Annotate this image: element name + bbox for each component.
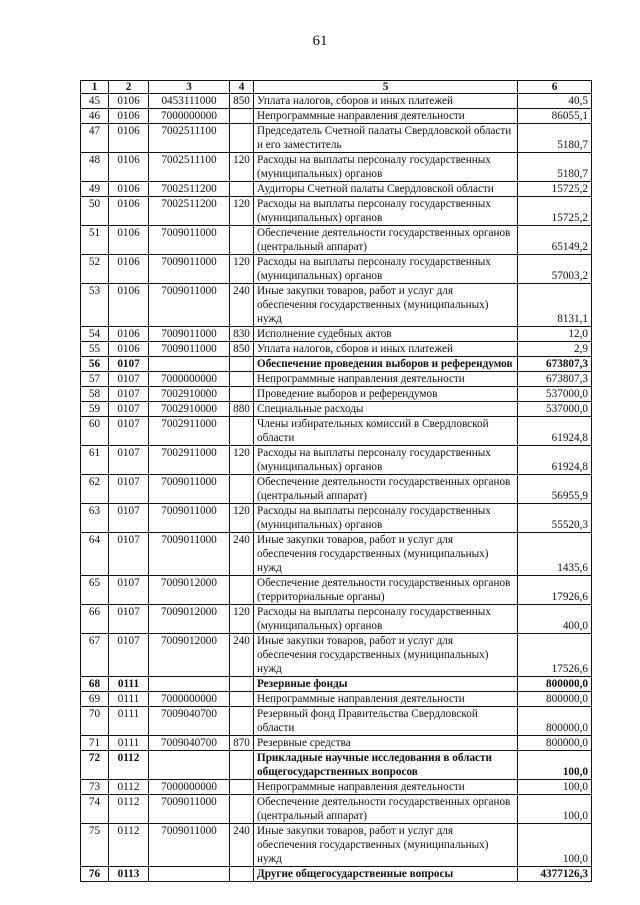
header-col-5: 5 xyxy=(254,81,518,94)
target-code: 7002911000 xyxy=(149,446,230,475)
target-code: 7009012000 xyxy=(149,605,230,634)
page-number: 61 xyxy=(312,33,328,49)
table-row xyxy=(81,677,592,692)
row-number: 60 xyxy=(81,417,109,446)
table-row xyxy=(81,357,592,372)
target-code: 7009011000 xyxy=(149,824,230,867)
expense-kind xyxy=(230,372,254,387)
section-code: 0107 xyxy=(109,417,149,446)
item-name: Уплата налогов, сборов и иных платежей xyxy=(254,94,518,109)
section-code: 0106 xyxy=(109,109,149,124)
row-number: 45 xyxy=(81,94,109,109)
table-row xyxy=(81,795,592,824)
row-number: 73 xyxy=(81,780,109,795)
row-number: 47 xyxy=(81,124,109,153)
item-name: Иные закупки товаров, работ и услуг для обеспечения государственных (муниципальных) нужд xyxy=(254,824,518,867)
amount: 537000,0 xyxy=(518,402,592,417)
table-row xyxy=(81,446,592,475)
row-number: 49 xyxy=(81,182,109,197)
table-row xyxy=(81,327,592,342)
row-number: 57 xyxy=(81,372,109,387)
amount: 15725,2 xyxy=(518,182,592,197)
target-code: 7009012000 xyxy=(149,576,230,605)
item-name: Непрограммные направления деятельности xyxy=(254,372,518,387)
table-row xyxy=(81,94,592,109)
expense-kind xyxy=(230,795,254,824)
row-number: 56 xyxy=(81,357,109,372)
table-row xyxy=(81,707,592,736)
target-code: 7002511100 xyxy=(149,124,230,153)
section-code: 0112 xyxy=(109,795,149,824)
item-name: Непрограммные направления деятельности xyxy=(254,692,518,707)
item-name: Иные закупки товаров, работ и услуг для обеспечения государственных (муниципальных) нужд xyxy=(254,634,518,677)
amount: 57003,2 xyxy=(518,255,592,284)
target-code xyxy=(149,677,230,692)
amount: 800000,0 xyxy=(518,707,592,736)
item-name: Исполнение судебных актов xyxy=(254,327,518,342)
item-name: Расходы на выплаты персоналу государственных (муниципальных) органов xyxy=(254,197,518,226)
item-name: Аудиторы Счетной палаты Свердловской области xyxy=(254,182,518,197)
row-number: 55 xyxy=(81,342,109,357)
amount: 5180,7 xyxy=(518,124,592,153)
table-row xyxy=(81,109,592,124)
target-code xyxy=(149,867,230,882)
row-number: 63 xyxy=(81,504,109,533)
expense-kind: 240 xyxy=(230,634,254,677)
row-number: 76 xyxy=(81,867,109,882)
section-code: 0112 xyxy=(109,780,149,795)
expense-kind: 880 xyxy=(230,402,254,417)
table-row xyxy=(81,372,592,387)
amount: 17526,6 xyxy=(518,634,592,677)
row-number: 51 xyxy=(81,226,109,255)
amount: 5180,7 xyxy=(518,153,592,182)
row-number: 53 xyxy=(81,284,109,327)
expense-kind: 240 xyxy=(230,284,254,327)
row-number: 61 xyxy=(81,446,109,475)
target-code: 7000000000 xyxy=(149,780,230,795)
item-name: Специальные расходы xyxy=(254,402,518,417)
table-row xyxy=(81,284,592,327)
row-number: 68 xyxy=(81,677,109,692)
section-code: 0107 xyxy=(109,576,149,605)
amount: 40,5 xyxy=(518,94,592,109)
row-number: 59 xyxy=(81,402,109,417)
target-code: 7009011000 xyxy=(149,255,230,284)
table-row xyxy=(81,576,592,605)
expense-kind xyxy=(230,357,254,372)
expense-kind: 120 xyxy=(230,153,254,182)
row-number: 50 xyxy=(81,197,109,226)
amount: 800000,0 xyxy=(518,677,592,692)
header-col-4: 4 xyxy=(230,81,254,94)
section-code: 0112 xyxy=(109,824,149,867)
section-code: 0107 xyxy=(109,357,149,372)
row-number: 70 xyxy=(81,707,109,736)
budget-table xyxy=(80,80,592,882)
expense-kind xyxy=(230,677,254,692)
row-number: 66 xyxy=(81,605,109,634)
header-col-2: 2 xyxy=(109,81,149,94)
row-number: 46 xyxy=(81,109,109,124)
amount: 673807,3 xyxy=(518,372,592,387)
section-code: 0106 xyxy=(109,182,149,197)
section-code: 0111 xyxy=(109,677,149,692)
section-code: 0106 xyxy=(109,153,149,182)
table-row xyxy=(81,402,592,417)
table-row xyxy=(81,197,592,226)
target-code: 7009040700 xyxy=(149,707,230,736)
table-row xyxy=(81,533,592,576)
target-code: 7009011000 xyxy=(149,327,230,342)
table-row xyxy=(81,780,592,795)
section-code: 0111 xyxy=(109,692,149,707)
item-name: Расходы на выплаты персоналу государственных (муниципальных) органов xyxy=(254,504,518,533)
row-number: 74 xyxy=(81,795,109,824)
item-name: Расходы на выплаты персоналу государственных (муниципальных) органов xyxy=(254,255,518,284)
section-code: 0106 xyxy=(109,94,149,109)
target-code: 7002911000 xyxy=(149,417,230,446)
table-row xyxy=(81,255,592,284)
amount: 55520,3 xyxy=(518,504,592,533)
amount: 800000,0 xyxy=(518,692,592,707)
target-code: 7000000000 xyxy=(149,372,230,387)
expense-kind: 120 xyxy=(230,446,254,475)
expense-kind xyxy=(230,226,254,255)
section-code: 0106 xyxy=(109,197,149,226)
table-row xyxy=(81,182,592,197)
target-code: 7009011000 xyxy=(149,284,230,327)
section-code: 0107 xyxy=(109,634,149,677)
expense-kind xyxy=(230,109,254,124)
expense-kind xyxy=(230,692,254,707)
row-number: 52 xyxy=(81,255,109,284)
target-code xyxy=(149,751,230,780)
target-code: 7000000000 xyxy=(149,692,230,707)
amount: 65149,2 xyxy=(518,226,592,255)
table-row xyxy=(81,153,592,182)
table-row xyxy=(81,867,592,882)
table-row xyxy=(81,692,592,707)
amount: 56955,9 xyxy=(518,475,592,504)
header-col-1: 1 xyxy=(81,81,109,94)
item-name: Иные закупки товаров, работ и услуг для обеспечения государственных (муниципальных) нужд xyxy=(254,533,518,576)
table-row xyxy=(81,475,592,504)
amount: 17926,6 xyxy=(518,576,592,605)
section-code: 0111 xyxy=(109,736,149,751)
target-code: 7009011000 xyxy=(149,475,230,504)
item-name: Резервные средства xyxy=(254,736,518,751)
row-number: 65 xyxy=(81,576,109,605)
amount: 100,0 xyxy=(518,824,592,867)
header-col-3: 3 xyxy=(149,81,230,94)
expense-kind: 240 xyxy=(230,824,254,867)
expense-kind: 870 xyxy=(230,736,254,751)
row-number: 48 xyxy=(81,153,109,182)
amount: 86055,1 xyxy=(518,109,592,124)
expense-kind xyxy=(230,707,254,736)
section-code: 0106 xyxy=(109,226,149,255)
item-name: Прикладные научные исследования в области общегосударственных вопросов xyxy=(254,751,518,780)
section-code: 0107 xyxy=(109,504,149,533)
target-code: 7002511100 xyxy=(149,153,230,182)
section-code: 0111 xyxy=(109,707,149,736)
item-name: Расходы на выплаты персоналу государственных (муниципальных) органов xyxy=(254,446,518,475)
item-name: Резервный фонд Правительства Свердловской области xyxy=(254,707,518,736)
item-name: Резервные фонды xyxy=(254,677,518,692)
expense-kind: 120 xyxy=(230,255,254,284)
item-name: Обеспечение деятельности государственных органов (центральный аппарат) xyxy=(254,226,518,255)
target-code: 7000000000 xyxy=(149,109,230,124)
target-code: 7009011000 xyxy=(149,342,230,357)
amount: 100,0 xyxy=(518,780,592,795)
header-row xyxy=(81,81,592,94)
section-code: 0107 xyxy=(109,475,149,504)
amount: 8131,1 xyxy=(518,284,592,327)
target-code: 7002910000 xyxy=(149,387,230,402)
amount: 61924,8 xyxy=(518,417,592,446)
target-code: 7002511200 xyxy=(149,197,230,226)
row-number: 71 xyxy=(81,736,109,751)
section-code: 0106 xyxy=(109,284,149,327)
target-code xyxy=(149,357,230,372)
section-code: 0107 xyxy=(109,446,149,475)
target-code: 7009011000 xyxy=(149,504,230,533)
header-col-6: 6 xyxy=(518,81,592,94)
item-name: Другие общегосударственные вопросы xyxy=(254,867,518,882)
item-name: Расходы на выплаты персоналу государственных (муниципальных) органов xyxy=(254,153,518,182)
target-code: 7009011000 xyxy=(149,533,230,576)
section-code: 0107 xyxy=(109,387,149,402)
expense-kind: 830 xyxy=(230,327,254,342)
section-code: 0107 xyxy=(109,372,149,387)
item-name: Проведение выборов и референдумов xyxy=(254,387,518,402)
item-name: Уплата налогов, сборов и иных платежей xyxy=(254,342,518,357)
section-code: 0107 xyxy=(109,533,149,576)
item-name: Обеспечение деятельности государственных органов (территориальные органы) xyxy=(254,576,518,605)
item-name: Председатель Счетной палаты Свердловской области и его заместитель xyxy=(254,124,518,153)
item-name: Непрограммные направления деятельности xyxy=(254,109,518,124)
amount: 15725,2 xyxy=(518,197,592,226)
row-number: 58 xyxy=(81,387,109,402)
table-row xyxy=(81,417,592,446)
amount: 4377126,3 xyxy=(518,867,592,882)
expense-kind xyxy=(230,780,254,795)
expense-kind xyxy=(230,124,254,153)
expense-kind xyxy=(230,417,254,446)
item-name: Иные закупки товаров, работ и услуг для обеспечения государственных (муниципальных) нужд xyxy=(254,284,518,327)
expense-kind xyxy=(230,387,254,402)
table-row xyxy=(81,605,592,634)
target-code: 7009011000 xyxy=(149,226,230,255)
target-code: 7009011000 xyxy=(149,795,230,824)
table-row xyxy=(81,124,592,153)
target-code: 7009012000 xyxy=(149,634,230,677)
item-name: Обеспечение деятельности государственных органов (центральный аппарат) xyxy=(254,475,518,504)
section-code: 0106 xyxy=(109,327,149,342)
amount: 100,0 xyxy=(518,751,592,780)
item-name: Непрограммные направления деятельности xyxy=(254,780,518,795)
amount: 673807,3 xyxy=(518,357,592,372)
section-code: 0106 xyxy=(109,342,149,357)
section-code: 0106 xyxy=(109,255,149,284)
table-row xyxy=(81,634,592,677)
expense-kind: 850 xyxy=(230,94,254,109)
expense-kind xyxy=(230,751,254,780)
table-row xyxy=(81,736,592,751)
row-number: 67 xyxy=(81,634,109,677)
item-name: Обеспечение проведения выборов и референдумов xyxy=(254,357,518,372)
expense-kind xyxy=(230,576,254,605)
table-row xyxy=(81,751,592,780)
table-row xyxy=(81,824,592,867)
section-code: 0106 xyxy=(109,124,149,153)
target-code: 7002910000 xyxy=(149,402,230,417)
section-code: 0112 xyxy=(109,751,149,780)
target-code: 0453111000 xyxy=(149,94,230,109)
row-number: 72 xyxy=(81,751,109,780)
amount: 537000,0 xyxy=(518,387,592,402)
amount: 61924,8 xyxy=(518,446,592,475)
row-number: 64 xyxy=(81,533,109,576)
section-code: 0107 xyxy=(109,402,149,417)
expense-kind xyxy=(230,867,254,882)
row-number: 54 xyxy=(81,327,109,342)
row-number: 75 xyxy=(81,824,109,867)
table-row xyxy=(81,226,592,255)
expense-kind: 120 xyxy=(230,605,254,634)
amount: 400,0 xyxy=(518,605,592,634)
amount: 800000,0 xyxy=(518,736,592,751)
amount: 100,0 xyxy=(518,795,592,824)
expense-kind: 120 xyxy=(230,197,254,226)
expense-kind xyxy=(230,475,254,504)
expense-kind: 240 xyxy=(230,533,254,576)
amount: 2,9 xyxy=(518,342,592,357)
expense-kind xyxy=(230,182,254,197)
target-code: 7002511200 xyxy=(149,182,230,197)
amount: 1435,6 xyxy=(518,533,592,576)
expense-kind: 120 xyxy=(230,504,254,533)
row-number: 62 xyxy=(81,475,109,504)
expense-kind: 850 xyxy=(230,342,254,357)
item-name: Расходы на выплаты персоналу государственных (муниципальных) органов xyxy=(254,605,518,634)
item-name: Члены избирательных комиссий в Свердловской области xyxy=(254,417,518,446)
section-code: 0113 xyxy=(109,867,149,882)
amount: 12,0 xyxy=(518,327,592,342)
table-row xyxy=(81,504,592,533)
table-row xyxy=(81,342,592,357)
table-row xyxy=(81,387,592,402)
row-number: 69 xyxy=(81,692,109,707)
section-code: 0107 xyxy=(109,605,149,634)
target-code: 7009040700 xyxy=(149,736,230,751)
item-name: Обеспечение деятельности государственных органов (центральный аппарат) xyxy=(254,795,518,824)
